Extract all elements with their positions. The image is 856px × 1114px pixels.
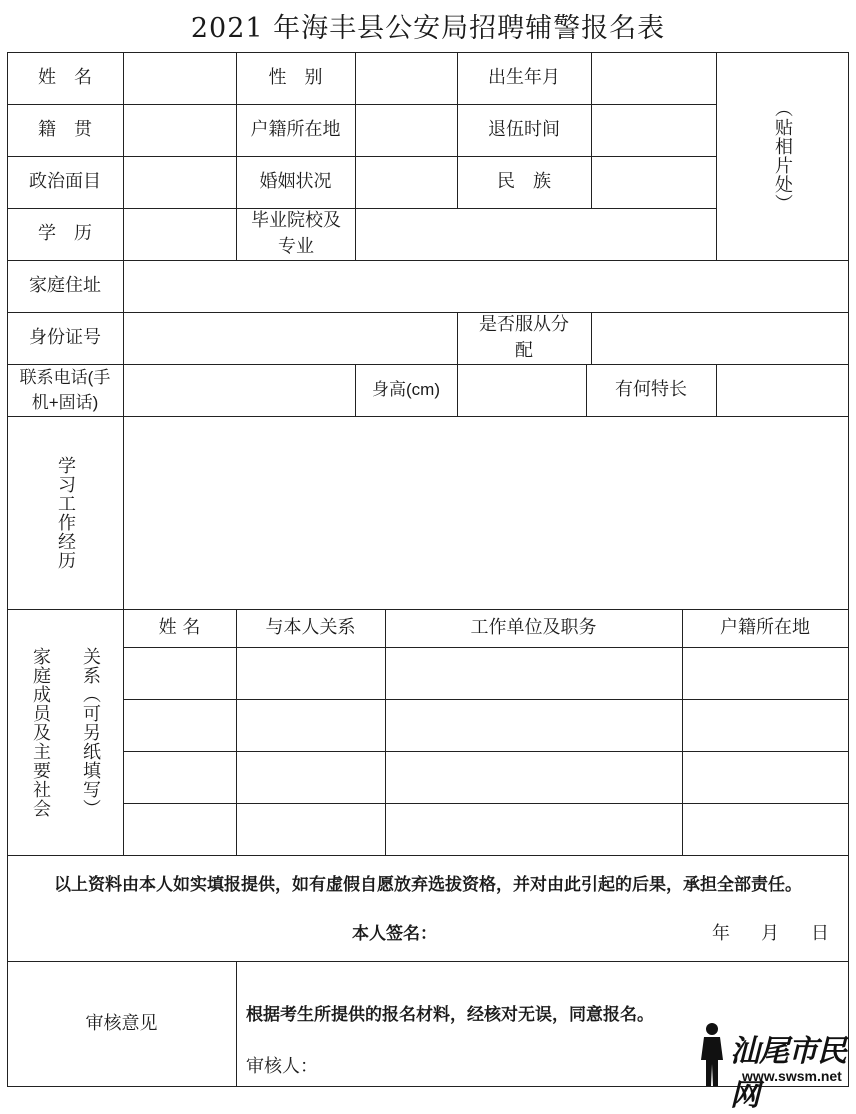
label-huji: 户籍所在地 bbox=[250, 119, 341, 140]
label-height: 身高(cm) bbox=[372, 380, 440, 399]
label-specialty: 有何特长 bbox=[615, 379, 687, 400]
photo-label: （贴相片处） bbox=[772, 99, 793, 213]
family-cell[interactable] bbox=[682, 751, 848, 803]
label-phone: 联系电话(手机+固话) bbox=[19, 368, 111, 412]
date-year: 年 bbox=[712, 923, 730, 944]
label-obey: 是否服从分配 bbox=[479, 314, 569, 361]
value-id-number[interactable] bbox=[123, 312, 457, 364]
grid-line bbox=[236, 961, 237, 1087]
family-cell[interactable] bbox=[385, 699, 682, 751]
label-name: 姓 名 bbox=[38, 67, 92, 88]
value-huji[interactable] bbox=[355, 104, 457, 156]
value-name[interactable] bbox=[123, 52, 236, 104]
label-birth: 出生年月 bbox=[488, 67, 560, 88]
family-cell[interactable] bbox=[682, 803, 848, 855]
family-cell[interactable] bbox=[236, 803, 385, 855]
family-header-name: 姓 名 bbox=[158, 617, 201, 638]
label-origin: 籍 贯 bbox=[38, 119, 92, 140]
family-header-relation: 与本人关系 bbox=[265, 617, 356, 638]
value-political[interactable] bbox=[123, 156, 236, 208]
family-cell[interactable] bbox=[123, 699, 236, 751]
label-political: 政治面目 bbox=[29, 171, 101, 192]
family-cell[interactable] bbox=[385, 803, 682, 855]
label-family-note: 关系（可另纸填写） bbox=[80, 646, 101, 818]
label-experience-cell bbox=[7, 416, 123, 609]
label-ethnicity: 民 族 bbox=[497, 171, 551, 192]
family-cell[interactable] bbox=[123, 647, 236, 699]
value-gender[interactable] bbox=[355, 52, 457, 104]
label-gender: 性 别 bbox=[268, 67, 323, 88]
person-silhouette-icon bbox=[697, 1022, 727, 1088]
label-audit-opinion: 审核意见 bbox=[85, 1012, 158, 1034]
family-cell[interactable] bbox=[682, 699, 848, 751]
label-family-main: 家庭成员及主要社会 bbox=[30, 646, 51, 818]
date-day: 日 bbox=[811, 923, 829, 944]
family-cell[interactable] bbox=[682, 647, 848, 699]
label-family-note-cell bbox=[70, 609, 110, 855]
family-cell[interactable] bbox=[236, 699, 385, 751]
audit-statement: 根据考生所提供的报名材料，经核对无误，同意报名。 bbox=[246, 1005, 654, 1025]
label-id-number: 身份证号 bbox=[29, 327, 101, 348]
value-height[interactable] bbox=[457, 364, 586, 416]
family-cell[interactable] bbox=[123, 803, 236, 855]
value-experience[interactable] bbox=[123, 416, 848, 609]
value-marital[interactable] bbox=[355, 156, 457, 208]
label-marital: 婚姻状况 bbox=[259, 171, 332, 192]
label-family-main-cell bbox=[20, 609, 60, 855]
value-retire-time[interactable] bbox=[591, 104, 716, 156]
value-school[interactable] bbox=[355, 208, 716, 260]
signature-label: 本人签名： bbox=[352, 924, 437, 944]
value-obey[interactable] bbox=[591, 312, 848, 364]
value-birth[interactable] bbox=[591, 52, 716, 104]
value-phone[interactable] bbox=[123, 364, 355, 416]
label-school: 毕业院校及专业 bbox=[251, 210, 341, 257]
family-cell[interactable] bbox=[385, 751, 682, 803]
grid-line bbox=[457, 312, 458, 365]
watermark-logo-text: 汕尾市民网 bbox=[730, 1034, 846, 1113]
reviewer-label: 审核人： bbox=[246, 1056, 318, 1077]
value-ethnicity[interactable] bbox=[591, 156, 716, 208]
signature-field[interactable] bbox=[452, 918, 692, 950]
watermark-url: www.swsm.net bbox=[742, 1068, 842, 1084]
label-education: 学 历 bbox=[38, 223, 92, 244]
label-address: 家庭住址 bbox=[29, 275, 101, 296]
value-specialty[interactable] bbox=[716, 364, 848, 416]
value-origin[interactable] bbox=[123, 104, 236, 156]
value-address[interactable] bbox=[123, 260, 848, 312]
label-retire-time: 退伍时间 bbox=[488, 119, 560, 140]
label-experience: 学习工作经历 bbox=[55, 455, 76, 570]
family-header-work: 工作单位及职务 bbox=[470, 617, 597, 638]
family-cell[interactable] bbox=[236, 751, 385, 803]
family-cell[interactable] bbox=[123, 751, 236, 803]
date-month: 月 bbox=[761, 923, 779, 944]
form-title: 2021 年海丰县公安局招聘辅警报名表 bbox=[190, 13, 666, 44]
value-education[interactable] bbox=[123, 208, 236, 260]
family-header-huji: 户籍所在地 bbox=[720, 617, 810, 638]
photo-area[interactable] bbox=[716, 52, 848, 260]
family-cell[interactable] bbox=[385, 647, 682, 699]
grid-line bbox=[7, 855, 849, 856]
declaration-text: 以上资料由本人如实填报提供，如有虚假自愿放弃选拔资格，并对由此引起的后果，承担全部责任。 bbox=[54, 875, 802, 895]
family-cell[interactable] bbox=[236, 647, 385, 699]
grid-line bbox=[848, 52, 849, 1087]
